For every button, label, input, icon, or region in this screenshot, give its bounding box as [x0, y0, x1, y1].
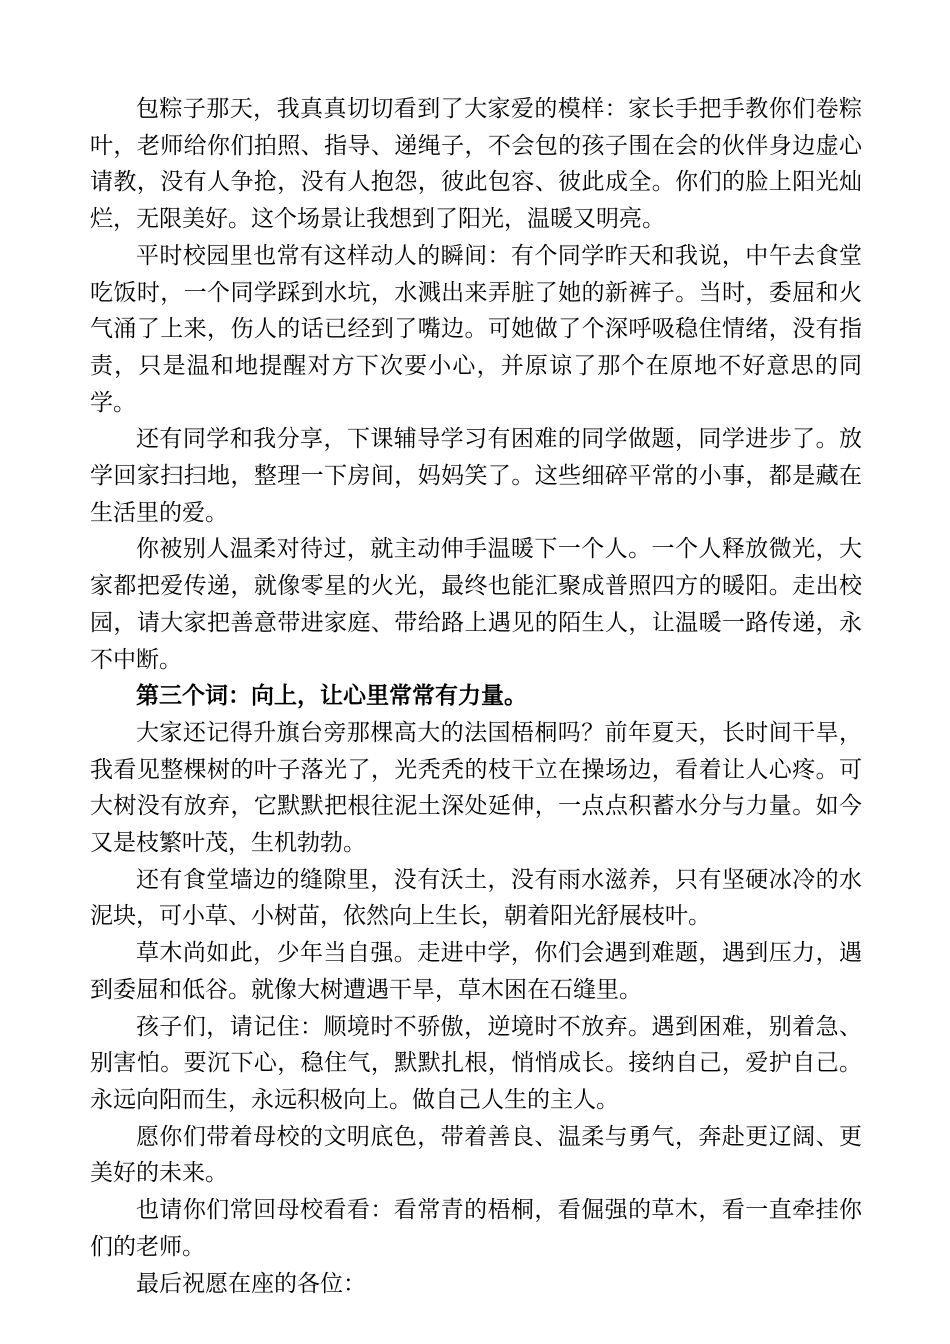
paragraph: 平时校园里也常有这样动人的瞬间：有个同学昨天和我说，中午去食堂吃饭时，一个同学踩到水坑，水溅出来弄脏了她的新裤子。当时，委屈和火气涌了上来，伤人的话已经到了嘴边。可她做了个深呼吸稳住情绪，没有指责，只是温和地提醒对方下次要小心，并原谅了那个在原地不好意思的同学。 — [90, 242, 862, 416]
paragraph: 大家还记得升旗台旁那棵高大的法国梧桐吗？前年夏天，长时间干旱，我看见整棵树的叶子落光了，光秃秃的枝干立在操场边，看着让人心疼。可大树没有放弃，它默默把根往泥土深处延伸，一点点积蓄水分与力量。如今又是枝繁叶茂，生机勃勃。 — [90, 719, 862, 857]
paragraph: 你被别人温柔对待过，就主动伸手温暖下一个人。一个人释放微光，大家都把爱传递，就像零星的火光，最终也能汇聚成普照四方的暖阳。走出校园，请大家把善意带进家庭、带给路上遇见的陌生人，让温暖一路传递，永不中断。 — [90, 536, 862, 673]
document-page — [90, 91, 862, 1302]
paragraph: 也请你们常回母校看看：看常青的梧桐，看倔强的草木，看一直牵挂你们的老师。 — [90, 1197, 862, 1260]
paragraph: 孩子们，请记住：顺境时不骄傲，逆境时不放弃。遇到困难，别着急、别害怕。要沉下心，稳住气，默默扎根，悄悄成长。接纳自己，爱护自己。永远向阳而生，永远积极向上。做自己人生的主人。 — [90, 1013, 862, 1113]
paragraph: 最后祝愿在座的各位： — [136, 1270, 366, 1297]
paragraph: 草木尚如此，少年当自强。走进中学，你们会遇到难题，遇到压力，遇到委屈和低谷。就像大树遭遇干旱，草木困在石缝里。 — [90, 940, 862, 1003]
paragraph: 还有同学和我分享，下课辅导学习有困难的同学做题，同学进步了。放学回家扫扫地，整理一下房间，妈妈笑了。这些细碎平常的小事，都是藏在生活里的爱。 — [90, 426, 862, 526]
paragraph: 愿你们带着母校的文明底色，带着善良、温柔与勇气，奔赴更辽阔、更美好的未来。 — [90, 1123, 862, 1187]
section-heading: 第三个词：向上，让心里常常有力量。 — [136, 683, 527, 710]
paragraph: 还有食堂墙边的缝隙里，没有沃土，没有雨水滋养，只有坚硬冰冷的水泥块，可小草、小树苗，依然向上生长，朝着阳光舒展枝叶。 — [90, 866, 862, 930]
paragraph: 包粽子那天，我真真切切看到了大家爱的模样：家长手把手教你们卷粽叶，老师给你们拍照、指导、递绳子，不会包的孩子围在会的伙伴身边虚心请教，没有人争抢，没有人抱怨，彼此包容、彼此成全。你们的脸上阳光灿烂，无限美好。这个场景让我想到了阳光，温暖又明亮。 — [90, 96, 862, 233]
